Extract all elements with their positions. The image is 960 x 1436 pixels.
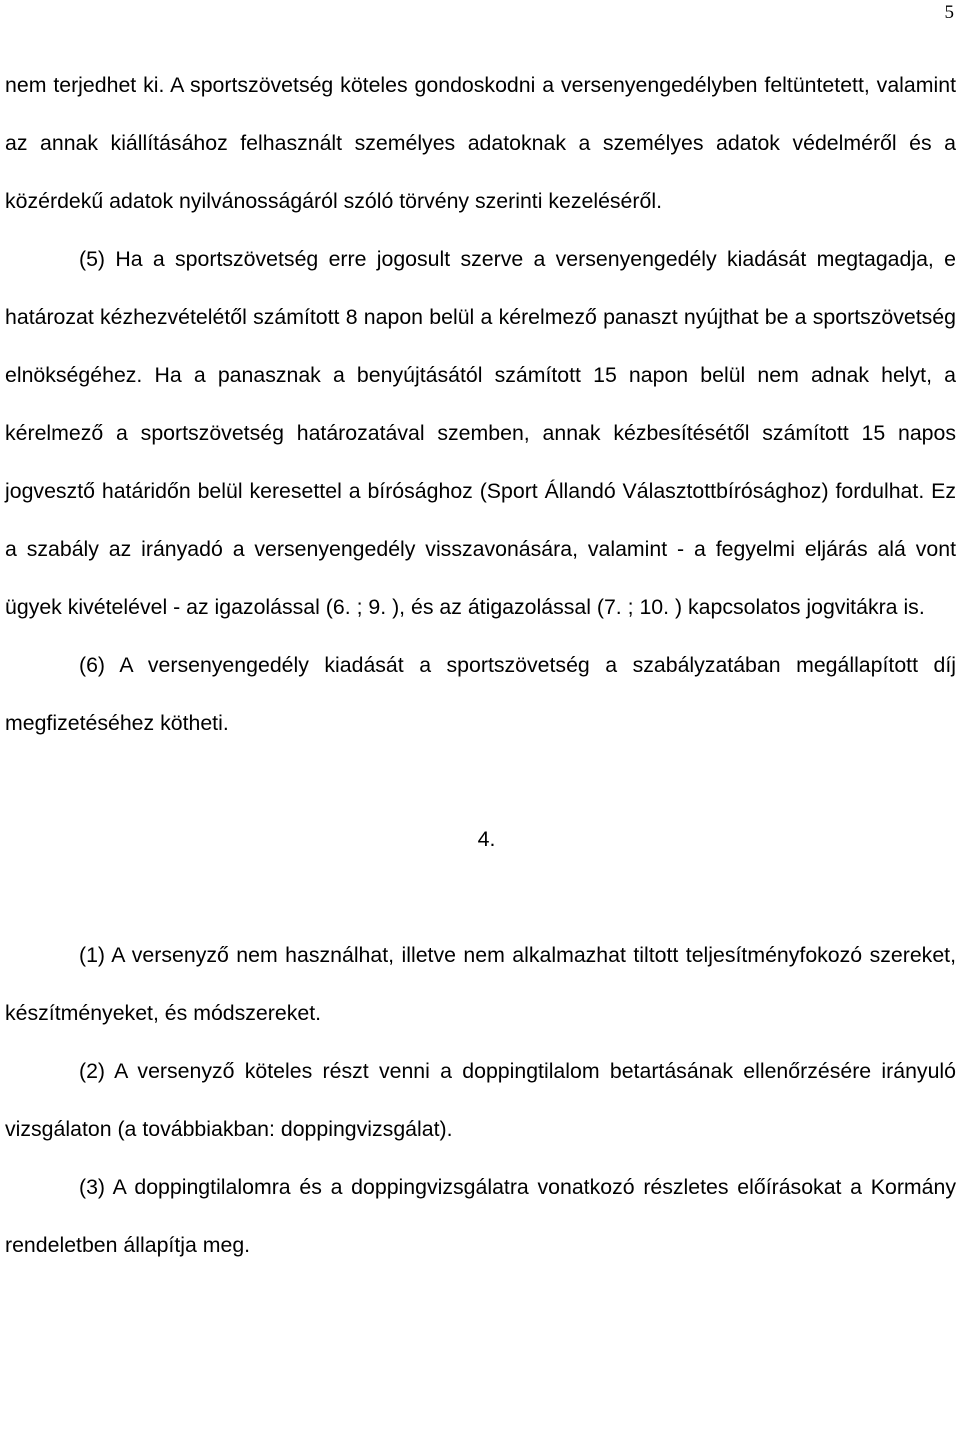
paragraph-4-3: (3) A doppingtilalomra és a doppingvizsgálatra vonatkozó részletes előírásokat a Kormány rendeletben állapítja meg. xyxy=(5,1175,956,1257)
paragraph-4-1: (1) A versenyző nem használhat, illetve nem alkalmazhat tiltott teljesítményfokozó szereket, készítményeket, és módszereket. xyxy=(5,943,956,1025)
page-number: 5 xyxy=(944,2,954,23)
section-heading-4: 4. xyxy=(477,827,496,851)
paragraph-6: (6) A versenyengedély kiadását a sportszövetség a szabályzatában megállapított díj megfizetéséhez kötheti. xyxy=(5,653,956,735)
paragraph-4-2: (2) A versenyző köteles részt venni a doppingtilalom betartásának ellenőrzésére irányuló vizsgálaton (a továbbiakban: doppingvizsgálat). xyxy=(5,1059,956,1141)
document-body xyxy=(5,56,956,1274)
paragraph-continuation: nem terjedhet ki. A sportszövetség köteles gondoskodni a versenyengedélyben feltüntetett, valamint az annak kiállításához felhasznált személyes adatoknak a személyes adatok védelméről és a közérdekű adatok nyilvánosságáról szóló törvény szerinti kezeléséről. xyxy=(5,73,956,213)
paragraph-5: (5) Ha a sportszövetség erre jogosult szerve a versenyengedély kiadását megtagadja, e határozat kézhezvételétől számított 8 napon belül a kérelmező panaszt nyújthat be a sportszövetség elnökségéhez. Ha a panasznak a benyújtásától számított 15 napon belül nem adnak helyt, a kérelmező a sportszövetség határozatával szemben, annak kézbesítésétől számított 15 napos jogvesztő határidőn belül keresettel a bírósághoz (Sport Állandó Választottbírósághoz) fordulhat. Ez a szabály az irányadó a versenyengedély visszavonására, valamint - a fegyelmi eljárás alá vont ügyek kivételével - az igazolással (6. ; 9. ), és az átigazolással (7. ; 10. ) kapcsolatos jogvitákra is. xyxy=(5,247,956,619)
